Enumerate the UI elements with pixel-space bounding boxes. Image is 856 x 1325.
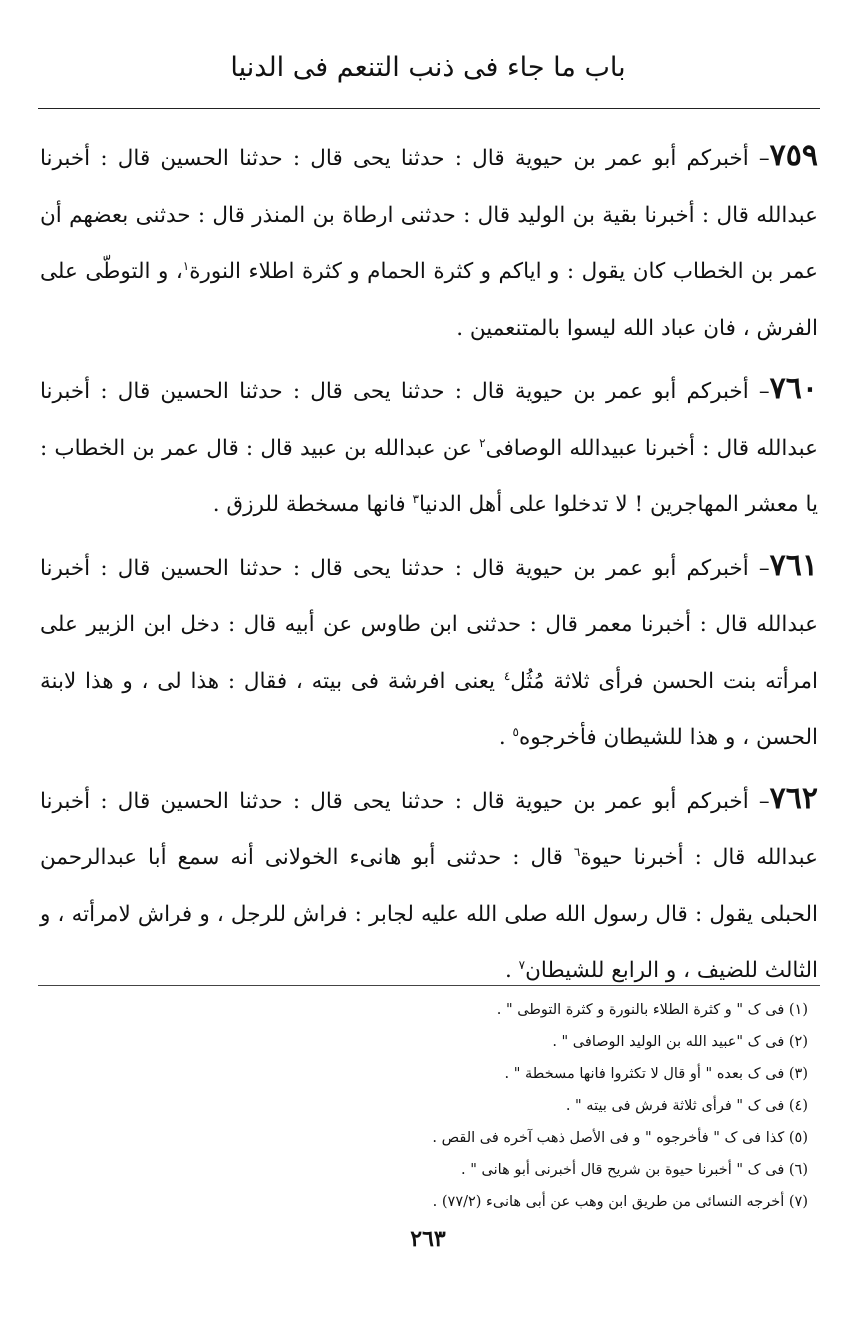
footnote-3: (٣) فی ک بعده " أو قال لا تکثروا فانها مسخطة " .: [504, 1066, 808, 1082]
footnotes-list: [40, 994, 808, 1218]
hadith-text: – أخبرکم أبو عمر بن حیویة قال : حدثنا یحی قال : حدثنا الحسین قال : أخبرنا عبدالله قال : أخبرنا معمر قال : حدثنی ابن طاوس عن أبیه قال : دخل ابن الزبیر علی امرأته بنت الحسن فرأی ثلاثة مُثُل: [40, 555, 819, 694]
hadith-number: ٧٦٢: [769, 780, 818, 816]
hadith-text: – أخبرکم أبو عمر بن حیویة قال : حدثنا یحی قال : حدثنا الحسین قال : أخبرنا عبدالله قال : أخبرنا بقیة بن الولید قال : حدثنی ارطاة بن المنذر قال : حدثنی بعضهم أن عمر بن الخطاب کان یقول : و ایاکم و کثرة الحمام و کثرة اطلاء النورة: [40, 146, 819, 284]
footnote-marker: ٣: [412, 491, 419, 506]
footnote-marker: ٤: [503, 668, 511, 683]
hadith-text: قال : حدثنی أبو هانیء الخولانی أنه سمع أبا عبدالرحمن الحبلی یقول : قال رسول الله صلی الله علیه لجابر : فراش للرجل ، و فراش لامرأته ، و الثالث للضیف ، و الرابع للشیطان: [40, 845, 818, 983]
hadith-text: .: [505, 958, 519, 983]
hadith-760: [40, 361, 818, 534]
footnote-1: (١) فی ک " و کثرة الطلاء بالنورة و کثرة التوطی " .: [496, 1002, 808, 1018]
page-number: ٢٦٣: [410, 1226, 446, 1252]
footnote-marker: ١: [182, 258, 190, 273]
footnote-marker: ٥: [512, 724, 519, 739]
footnote-5: (٥) کذا فی ک " فأخرجوه " و فی الأصل ذهب آخره فی القص .: [432, 1130, 808, 1146]
header-divider: [38, 108, 820, 109]
footnote-4: (٤) فی ک " فرأی ثلاثة فرش فی بیته " .: [565, 1098, 808, 1114]
main-text: [40, 128, 818, 1000]
hadith-text: عن عبدالله بن عبید قال : قال عمر بن الخطاب : یا معشر المهاجرین ! لا تدخلوا علی أهل الدنیا: [40, 435, 818, 517]
footnote-2: (٢) فی ک "عبید الله بن الولید الوصافی " .: [552, 1034, 808, 1050]
footnote-marker: ٧: [518, 957, 526, 972]
footnote-divider: [38, 985, 820, 986]
hadith-text: ، و التوطّی علی الفرش ، فان عباد الله لیسوا بالمتنعمین .: [40, 259, 818, 341]
hadith-text: – أخبرکم أبو عمر بن حیویة قال : حدثنا یحی قال : حدثنا الحسین قال : أخبرنا عبدالله قال : أخبرنا عبیدالله الوصافی: [40, 379, 818, 461]
hadith-text: یعنی افرشة فی بیته ، فقال : هذا لی ، و هذا لابنة الحسن ، و هذا للشیطان فأخرجوه: [40, 668, 818, 750]
footnote-marker: ٢: [479, 435, 486, 450]
hadith-759: [40, 128, 818, 357]
hadith-762: [40, 771, 818, 1000]
hadith-number: ٧٥٩: [769, 138, 818, 173]
footnote-marker: ٦: [573, 844, 581, 859]
footnote-7: (٧) أخرجه النسائی من طریق ابن وهب عن أبی هانیء (٧٧/٢) .: [432, 1194, 808, 1210]
hadith-text: .: [498, 725, 513, 750]
hadith-number: ٧٦٠: [769, 371, 818, 406]
hadith-text: فانها مسخطة للرزق .: [212, 492, 413, 517]
footnote-6: (٦) فی ک " أخبرنا حیوة بن شریح قال أخبرنی أبو هانی " .: [461, 1162, 808, 1178]
hadith-761: [40, 538, 818, 767]
chapter-title: باب ما جاء فی ذنب التنعم فی الدنیا: [230, 52, 626, 83]
hadith-text: – أخبرکم أبو عمر بن حیویة قال : حدثنا یحی قال : حدثنا الحسین قال : أخبرنا عبدالله قال : أخبرنا حیوة: [40, 788, 818, 870]
hadith-number: ٧٦١: [769, 547, 818, 583]
